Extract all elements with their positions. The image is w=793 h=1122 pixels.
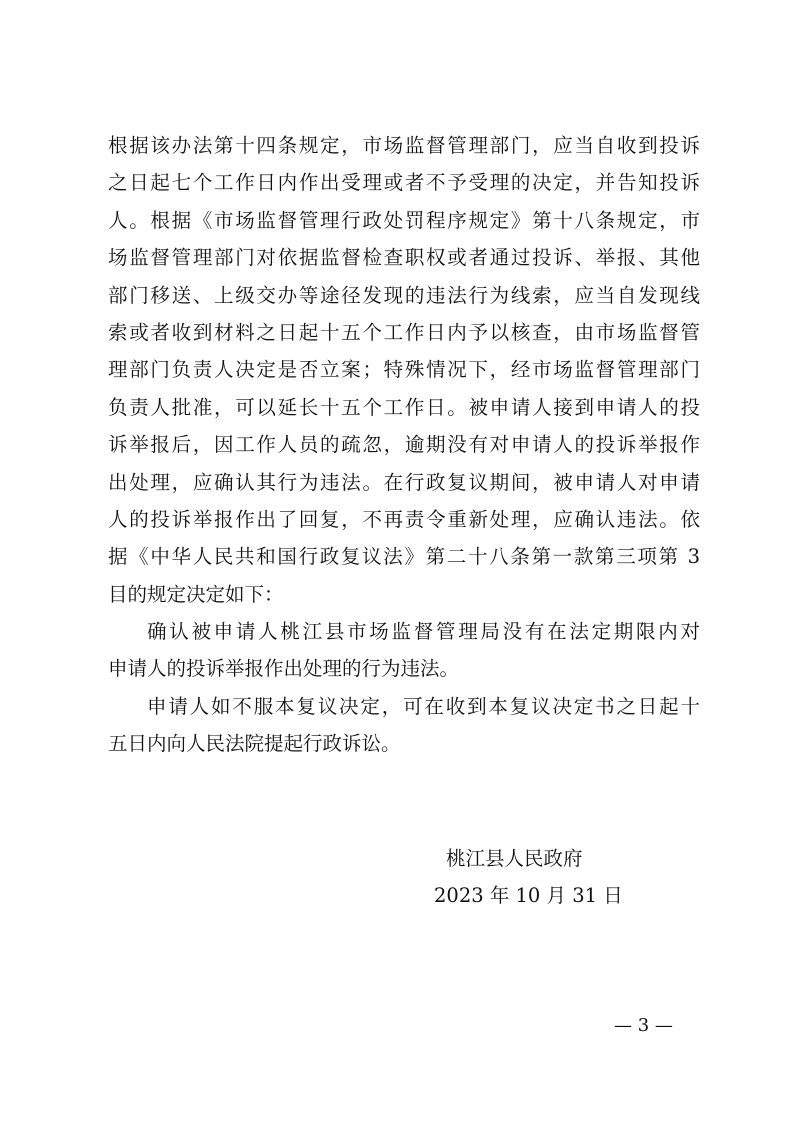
text-line: 目的规定决定如下： [108,582,284,606]
text-line: 出处理，应确认其行为违法。在行政复议期间，被申请人对申请 [108,470,700,494]
text-line: 确认被申请人桃江县市场监督管理局没有在法定期限内对 [147,620,700,644]
text-line: 索或者收到材料之日起十五个工作日内予以核查，由市场监督管 [108,320,700,344]
text-line: 五日内向人民法院提起行政诉讼。 [108,732,401,756]
text-line: 人。根据《市场监督管理行政处罚程序规定》第十八条规定，市 [108,208,700,232]
text-line: 申请人如不服本复议决定，可在收到本复议决定书之日起十 [147,694,700,718]
text-line: 之日起七个工作日内作出受理或者不予受理的决定，并告知投诉 [108,171,700,195]
page-number: — 3 — [614,1015,673,1036]
text-line: 理部门负责人决定是否立案；特殊情况下，经市场监督管理部门 [108,358,700,382]
text-line: 据《中华人民共和国行政复议法》第二十八条第一款第三项第 3 [108,545,700,569]
text-line: 负责人批准，可以延长十五个工作日。被申请人接到申请人的投 [108,395,700,419]
body-text [108,127,700,763]
text-line: 场监督管理部门对依据监督检查职权或者通过投诉、举报、其他 [108,246,700,270]
text-line: 人的投诉举报作出了回复，不再责令重新处理，应确认违法。依 [108,507,700,531]
text-line: 申请人的投诉举报作出处理的行为违法。 [108,657,460,681]
text-line: 诉举报后，因工作人员的疏忽，逾期没有对申请人的投诉举报作 [108,433,700,457]
signature-date: 2023 年 10 月 31 日 [434,884,623,907]
signature-organization: 桃江县人民政府 [446,847,583,870]
text-line: 根据该办法第十四条规定，市场监督管理部门，应当自收到投诉 [108,134,700,157]
text-line: 部门移送、上级交办等途径发现的违法行为线索，应当自发现线 [108,283,700,307]
